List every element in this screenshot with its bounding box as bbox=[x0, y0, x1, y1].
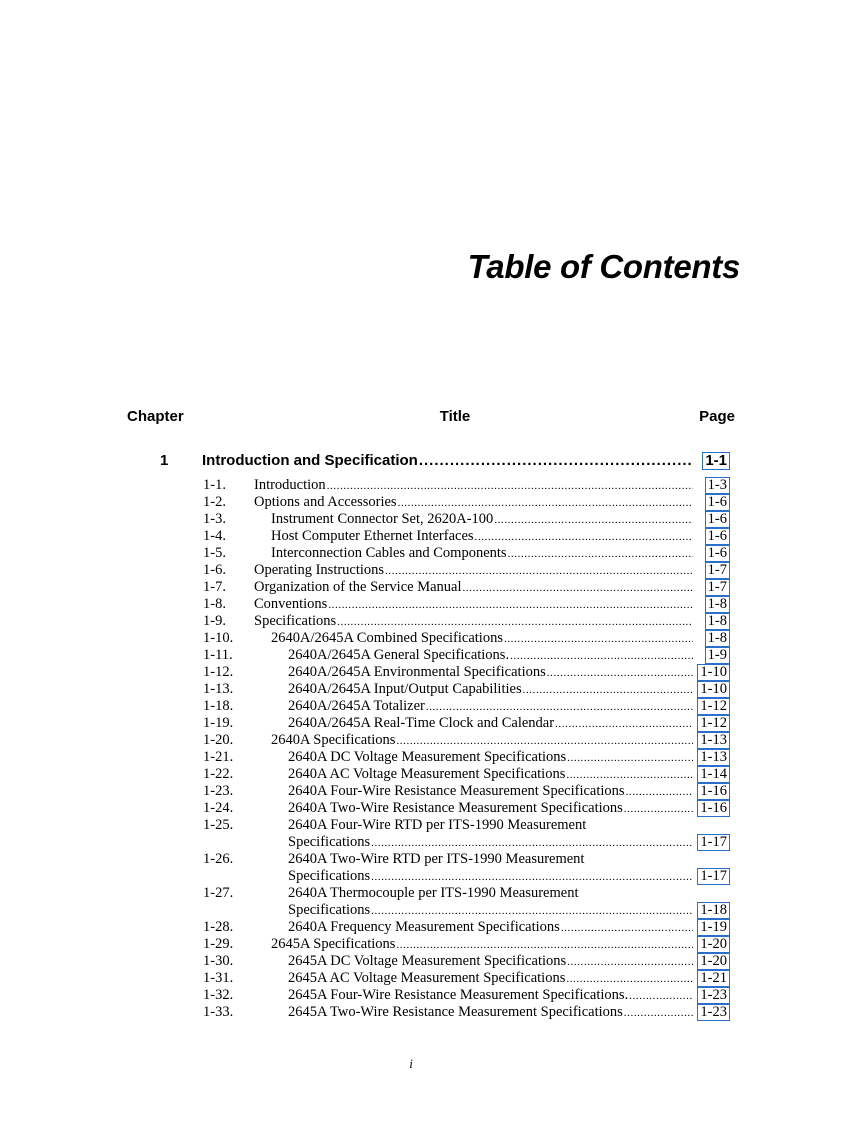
dot-leader bbox=[629, 988, 693, 1004]
entry-title: 2640A Thermocouple per ITS-1990 Measurement bbox=[288, 885, 579, 901]
page-link[interactable]: 1-6 bbox=[705, 511, 730, 528]
entry-title-line bbox=[288, 987, 694, 1004]
section-number: 1-31. bbox=[203, 970, 234, 986]
page-link[interactable]: 1-20 bbox=[697, 953, 730, 970]
entry-title: 2640A/2645A Combined Specifications bbox=[271, 630, 503, 646]
entry-title: 2645A Specifications bbox=[271, 936, 396, 952]
entry-title: 2645A Four-Wire Resistance Measurement Specifications. bbox=[288, 987, 629, 1003]
entry-title-line bbox=[288, 681, 694, 698]
section-number: 1-4. bbox=[203, 528, 226, 544]
page-link[interactable]: 1-17 bbox=[697, 868, 730, 885]
dot-leader bbox=[624, 801, 693, 817]
toc-entry[interactable] bbox=[203, 613, 730, 630]
chapter-page-link[interactable]: 1-1 bbox=[702, 452, 730, 470]
dot-leader bbox=[371, 869, 693, 885]
entry-title-line bbox=[271, 545, 694, 562]
page-link[interactable]: 1-17 bbox=[697, 834, 730, 851]
page-link[interactable]: 1-10 bbox=[697, 664, 730, 681]
section-number: 1-5. bbox=[203, 545, 226, 561]
section-number: 1-13. bbox=[203, 681, 234, 697]
entry-title-line bbox=[288, 715, 694, 732]
entry-title-continued: Specifications bbox=[288, 868, 371, 884]
chapter-title-line bbox=[202, 452, 694, 470]
section-number: 1-26. bbox=[203, 851, 234, 867]
entry-title: Operating Instructions bbox=[254, 562, 385, 578]
section-number: 1-11. bbox=[203, 647, 233, 663]
dot-leader bbox=[327, 478, 693, 494]
entry-title: Introduction bbox=[254, 477, 326, 493]
entry-title-line bbox=[254, 596, 694, 613]
dot-leader bbox=[371, 903, 693, 919]
page-link[interactable]: 1-7 bbox=[705, 562, 730, 579]
section-number: 1-10. bbox=[203, 630, 234, 646]
section-number: 1-21. bbox=[203, 749, 234, 765]
entry-title: 2640A Two-Wire Resistance Measurement Specifications bbox=[288, 800, 623, 816]
page-link[interactable]: 1-8 bbox=[705, 613, 730, 630]
section-number: 1-28. bbox=[203, 919, 234, 935]
toc-entry[interactable] bbox=[203, 477, 730, 494]
toc-entry[interactable] bbox=[203, 732, 730, 749]
dot-leader bbox=[624, 1005, 693, 1021]
dot-leader bbox=[566, 767, 693, 783]
entry-title-continued: Specifications bbox=[288, 902, 371, 918]
entry-title-line bbox=[271, 511, 694, 528]
toc-entry[interactable] bbox=[203, 630, 730, 647]
entry-title: 2640A Specifications bbox=[271, 732, 396, 748]
dot-leader bbox=[567, 750, 693, 766]
entry-title-line bbox=[288, 698, 694, 715]
entry-title: Host Computer Ethernet Interfaces bbox=[271, 528, 474, 544]
toc-entry[interactable] bbox=[203, 970, 730, 987]
entry-title: 2640A Four-Wire RTD per ITS-1990 Measurement bbox=[288, 817, 587, 833]
section-number: 1-18. bbox=[203, 698, 234, 714]
toc-entry[interactable] bbox=[203, 681, 730, 698]
entry-title-line bbox=[288, 902, 694, 919]
toc-entry[interactable] bbox=[203, 579, 730, 596]
dot-leader bbox=[398, 495, 693, 511]
dot-leader bbox=[371, 835, 693, 851]
page-link[interactable]: 1-8 bbox=[705, 596, 730, 613]
entry-title: Instrument Connector Set, 2620A-100 bbox=[271, 511, 494, 527]
entry-title-line bbox=[288, 766, 694, 783]
page-link[interactable]: 1-12 bbox=[697, 698, 730, 715]
entry-title-line bbox=[288, 953, 694, 970]
entry-title-line bbox=[254, 494, 694, 511]
toc-entry[interactable] bbox=[203, 936, 730, 953]
dot-leader bbox=[475, 529, 693, 545]
page-link[interactable]: 1-23 bbox=[697, 987, 730, 1004]
entry-title-line bbox=[288, 1004, 694, 1021]
section-number: 1-22. bbox=[203, 766, 234, 782]
entry-title-line bbox=[288, 834, 694, 851]
dot-leader bbox=[508, 546, 693, 562]
dot-leader bbox=[463, 580, 694, 596]
entry-title-line bbox=[254, 562, 694, 579]
entry-title: 2640A/2645A Environmental Specifications bbox=[288, 664, 546, 680]
page-link[interactable]: 1-9 bbox=[705, 647, 730, 664]
section-number: 1-27. bbox=[203, 885, 234, 901]
page-link[interactable]: 1-13 bbox=[697, 732, 730, 749]
entry-title-line bbox=[254, 579, 694, 596]
entry-title: 2640A Frequency Measurement Specifications bbox=[288, 919, 560, 935]
entry-title: 2645A Two-Wire Resistance Measurement Specifications bbox=[288, 1004, 623, 1020]
entry-title: 2640A DC Voltage Measurement Specifications bbox=[288, 749, 567, 765]
dot-leader bbox=[504, 631, 693, 647]
toc-entry[interactable] bbox=[203, 1004, 730, 1021]
section-number: 1-19. bbox=[203, 715, 234, 731]
entry-title-line bbox=[288, 970, 694, 987]
page-link[interactable]: 1-13 bbox=[697, 749, 730, 766]
toc-entry[interactable] bbox=[203, 749, 730, 766]
toc-entry[interactable] bbox=[203, 511, 730, 528]
entry-title: Specifications bbox=[254, 613, 337, 629]
section-number: 1-1. bbox=[203, 477, 226, 493]
toc-entry[interactable] bbox=[203, 698, 730, 715]
entry-title: Options and Accessories bbox=[254, 494, 397, 510]
page-link[interactable]: 1-6 bbox=[705, 545, 730, 562]
dot-leader bbox=[419, 452, 693, 470]
entry-title-line bbox=[271, 732, 694, 749]
section-number: 1-6. bbox=[203, 562, 226, 578]
toc-entry[interactable] bbox=[203, 783, 730, 800]
dot-leader bbox=[426, 699, 693, 715]
toc-entry[interactable] bbox=[203, 953, 730, 970]
section-number: 1-33. bbox=[203, 1004, 234, 1020]
entry-title-line bbox=[288, 868, 694, 885]
page-link[interactable]: 1-18 bbox=[697, 902, 730, 919]
entry-title-line bbox=[271, 936, 694, 953]
section-number: 1-25. bbox=[203, 817, 234, 833]
entry-title: 2640A AC Voltage Measurement Specifications bbox=[288, 766, 566, 782]
entry-title: 2640A/2645A Input/Output Capabilities bbox=[288, 681, 522, 697]
page-link[interactable]: 1-21 bbox=[697, 970, 730, 987]
page-link[interactable]: 1-3 bbox=[705, 477, 730, 494]
entry-title: 2645A DC Voltage Measurement Specifications bbox=[288, 953, 567, 969]
entry-title-line bbox=[288, 919, 694, 936]
dot-leader bbox=[547, 665, 693, 681]
entry-title: 2645A AC Voltage Measurement Specifications bbox=[288, 970, 566, 986]
entry-title-line bbox=[254, 477, 694, 494]
toc-entry[interactable] bbox=[203, 817, 730, 851]
toc-entry[interactable] bbox=[203, 596, 730, 613]
page-link[interactable]: 1-16 bbox=[697, 800, 730, 817]
dot-leader bbox=[510, 648, 693, 664]
chapter-heading-row[interactable] bbox=[160, 452, 730, 470]
page-link[interactable]: 1-12 bbox=[697, 715, 730, 732]
page-link[interactable]: 1-10 bbox=[697, 681, 730, 698]
chapter-title: Introduction and Specification bbox=[202, 452, 418, 469]
entry-title: Interconnection Cables and Components bbox=[271, 545, 507, 561]
dot-leader bbox=[626, 784, 693, 800]
entry-title: 2640A/2645A General Specifications. bbox=[288, 647, 510, 663]
toc-entry[interactable] bbox=[203, 885, 730, 919]
page-link[interactable]: 1-14 bbox=[697, 766, 730, 783]
page-link[interactable]: 1-16 bbox=[697, 783, 730, 800]
dot-leader bbox=[396, 937, 693, 953]
column-header-chapter: Chapter bbox=[127, 408, 184, 425]
dot-leader bbox=[567, 954, 693, 970]
page-link[interactable]: 1-7 bbox=[705, 579, 730, 596]
entry-title: 2640A/2645A Real-Time Clock and Calendar bbox=[288, 715, 555, 731]
entry-title-line bbox=[254, 613, 694, 630]
page-link[interactable]: 1-6 bbox=[705, 494, 730, 511]
entry-title-line bbox=[288, 647, 694, 664]
entry-title-line bbox=[288, 783, 694, 800]
toc-entry[interactable] bbox=[203, 766, 730, 783]
entry-title-line bbox=[271, 630, 694, 647]
section-number: 1-23. bbox=[203, 783, 234, 799]
entry-title: 2640A/2645A Totalizer bbox=[288, 698, 425, 714]
page-title: Table of Contents bbox=[467, 248, 740, 285]
page-number: i bbox=[409, 1056, 413, 1071]
section-number: 1-20. bbox=[203, 732, 234, 748]
section-number: 1-2. bbox=[203, 494, 226, 510]
dot-leader bbox=[523, 682, 693, 698]
toc-entry[interactable] bbox=[203, 987, 730, 1004]
toc-entry[interactable] bbox=[203, 545, 730, 562]
dot-leader bbox=[555, 716, 693, 732]
entry-title-line bbox=[271, 528, 694, 545]
entry-title: 2640A Four-Wire Resistance Measurement Specifications bbox=[288, 783, 625, 799]
section-number: 1-7. bbox=[203, 579, 226, 595]
toc-entry[interactable] bbox=[203, 494, 730, 511]
dot-leader bbox=[337, 614, 693, 630]
section-number: 1-24. bbox=[203, 800, 234, 816]
dot-leader bbox=[561, 920, 693, 936]
section-number: 1-12. bbox=[203, 664, 234, 680]
chapter-number: 1 bbox=[160, 452, 169, 469]
entry-title-line bbox=[288, 749, 694, 766]
entry-title-continued: Specifications bbox=[288, 834, 371, 850]
dot-leader bbox=[494, 512, 693, 528]
toc-entry[interactable] bbox=[203, 715, 730, 732]
toc-entry[interactable] bbox=[203, 800, 730, 817]
dot-leader bbox=[566, 971, 693, 987]
toc-entry[interactable] bbox=[203, 664, 730, 681]
page-link[interactable]: 1-6 bbox=[705, 528, 730, 545]
entry-title-line bbox=[288, 800, 694, 817]
section-number: 1-29. bbox=[203, 936, 234, 952]
page-link[interactable]: 1-20 bbox=[697, 936, 730, 953]
entry-title: Organization of the Service Manual bbox=[254, 579, 462, 595]
section-number: 1-3. bbox=[203, 511, 226, 527]
toc-entry-list bbox=[203, 477, 730, 1021]
entry-title: 2640A Two-Wire RTD per ITS-1990 Measurement bbox=[288, 851, 585, 867]
page-link[interactable]: 1-19 bbox=[697, 919, 730, 936]
toc-entry[interactable] bbox=[203, 647, 730, 664]
dot-leader bbox=[396, 733, 693, 749]
column-header-title: Title bbox=[439, 408, 471, 425]
entry-title-line bbox=[288, 664, 694, 681]
section-number: 1-9. bbox=[203, 613, 226, 629]
dot-leader bbox=[385, 563, 693, 579]
toc-entry[interactable] bbox=[203, 528, 730, 545]
toc-entry[interactable] bbox=[203, 562, 730, 579]
entry-title: Conventions bbox=[254, 596, 328, 612]
page-link[interactable]: 1-23 bbox=[697, 1004, 730, 1021]
toc-entry[interactable] bbox=[203, 851, 730, 885]
page-link[interactable]: 1-8 bbox=[705, 630, 730, 647]
column-header-page: Page bbox=[699, 408, 735, 425]
section-number: 1-8. bbox=[203, 596, 226, 612]
toc-entry[interactable] bbox=[203, 919, 730, 936]
dot-leader bbox=[328, 597, 693, 613]
section-number: 1-30. bbox=[203, 953, 234, 969]
section-number: 1-32. bbox=[203, 987, 234, 1003]
